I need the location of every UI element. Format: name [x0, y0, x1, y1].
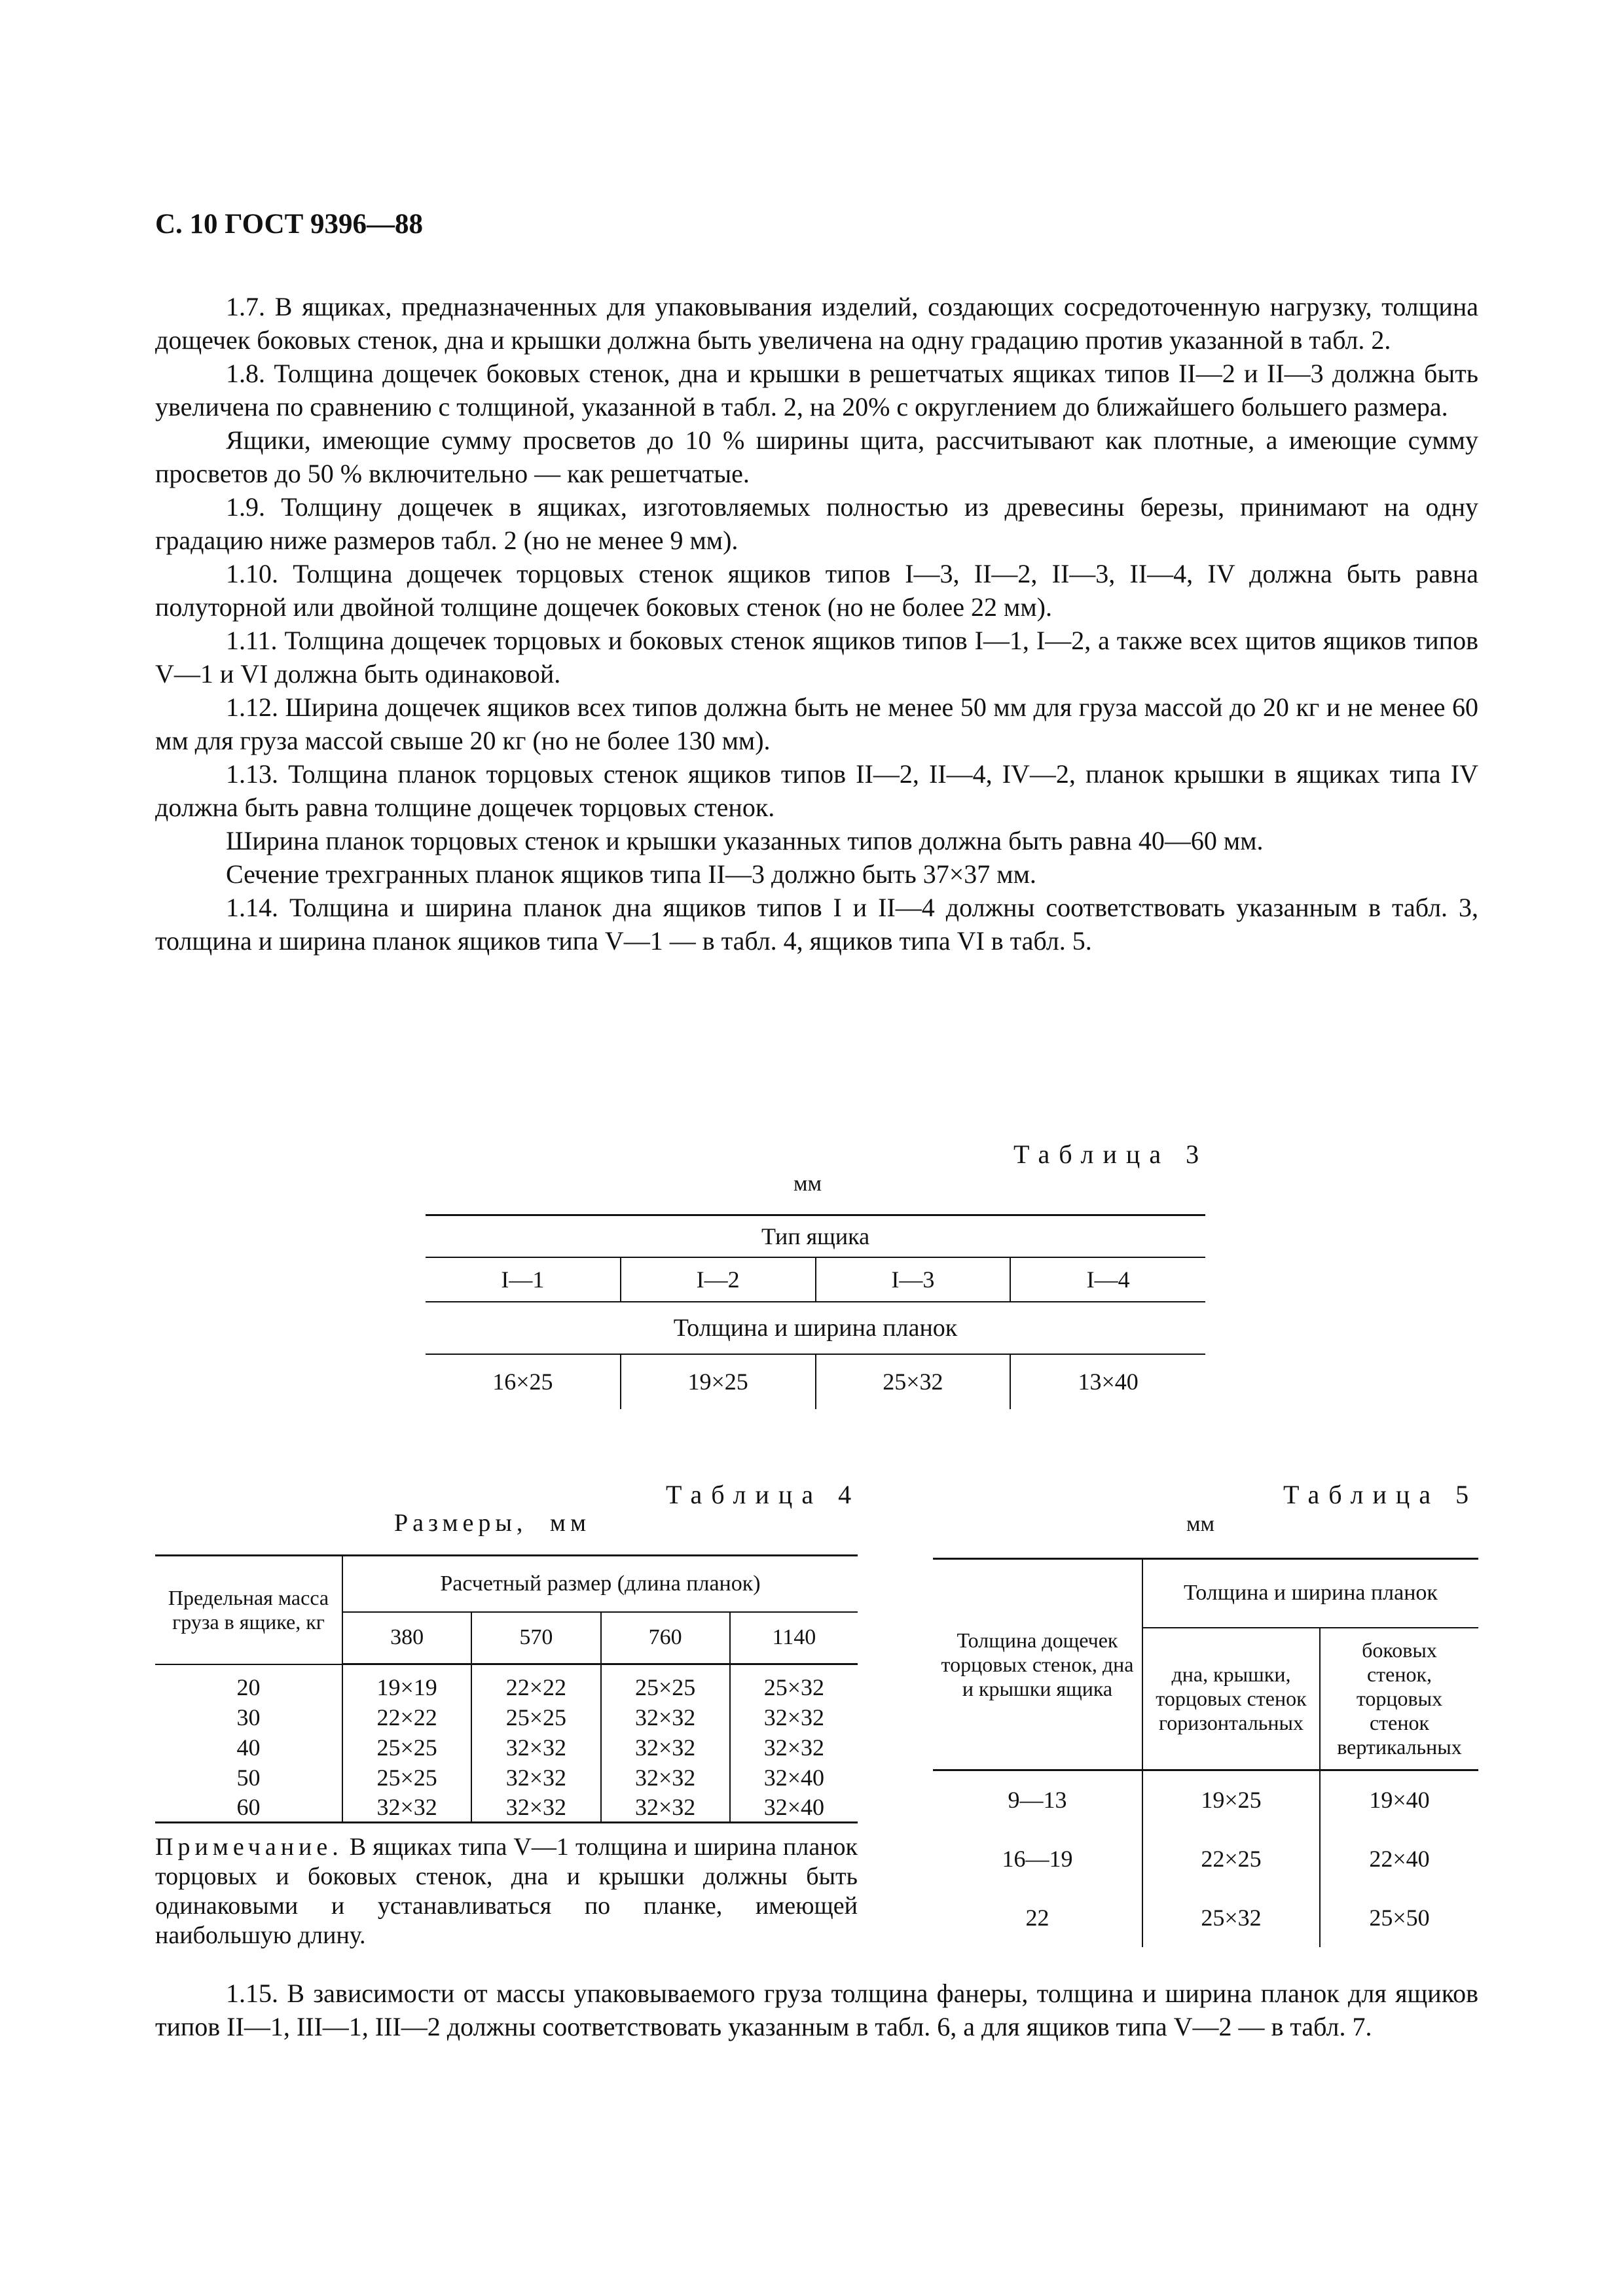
table3-cell: 25×32: [816, 1354, 1011, 1409]
table5-thickness: 22: [933, 1888, 1142, 1947]
table5-row: [933, 1888, 1478, 1947]
table3: [426, 1214, 1205, 1409]
paragraph-1-10: 1.10. Толщина дощечек торцовых стенок ящиков типов I—3, II—2, II—3, II—4, IV должна быть равна полуторной или двойной толщине дощечек боковых стенок (но не более 22 мм).: [155, 559, 1478, 622]
table5-cell: 25×50: [1369, 1904, 1430, 1931]
table4-unit: [394, 1509, 591, 1537]
paragraph-width: Ширина планок торцовых стенок и крышки указанных типов должна быть равна 40—60 мм.: [226, 826, 1264, 855]
table4-mass: 40: [155, 1732, 342, 1763]
table4-mass: 50: [155, 1763, 342, 1793]
table4-cell: 25×25: [471, 1702, 600, 1732]
table5-cell: 25×32: [1142, 1888, 1320, 1947]
table4-col-header: 1140: [730, 1612, 858, 1664]
table4-cell: 32×32: [601, 1702, 730, 1732]
table4-row: [155, 1793, 858, 1823]
table4-col-header: 760: [601, 1612, 730, 1664]
table4-cell: 32×32: [601, 1763, 730, 1793]
table4-cell: 22×22: [342, 1702, 471, 1732]
table4-mass: 60: [155, 1793, 342, 1823]
table4-unit-text: Размеры, мм: [394, 1509, 591, 1537]
table4-cell: 32×32: [471, 1763, 600, 1793]
table5-unit: мм: [1186, 1512, 1215, 1536]
paragraph-1-9: 1.9. Толщину дощечек в ящиках, изготовляемых полностью из древесины березы, принимают на одну градацию ниже размеров табл. 2 (но не менее 9 мм).: [155, 492, 1478, 555]
paragraph-section: Сечение трехгранных планок ящиков типа II—3 должно быть 37×37 мм.: [226, 859, 1036, 889]
table4-cell: 32×40: [763, 1764, 825, 1791]
table4-cell: 32×32: [471, 1793, 600, 1823]
table3-col-header: I—1: [426, 1257, 621, 1302]
body-text: [155, 290, 1478, 958]
paragraph-1-14: 1.14. Толщина и ширина планок дна ящиков типов I и II—4 должны соответствовать указанным в табл. 3, толщина и ширина планок ящиков типа V—1 — в табл. 4, ящиков типа VI в табл. 5.: [155, 893, 1478, 956]
table5-cell: 22×40: [1369, 1845, 1430, 1872]
table3-sub-header: Толщина и ширина планок: [426, 1302, 1205, 1354]
table4-title: Таблица 4: [666, 1480, 861, 1509]
table5-row: [933, 1829, 1478, 1888]
table4-cell: 32×32: [601, 1793, 730, 1823]
table4-row-header: Предельная масса груза в ящике, кг: [155, 1556, 342, 1664]
table4-note: [155, 1833, 858, 1950]
table4-cell: 32×32: [763, 1734, 825, 1761]
table4-row: [155, 1763, 858, 1793]
paragraph-1-8: 1.8. Толщина дощечек боковых стенок, дна и крышки в решетчатых ящиках типов II—2 и II—3 должна быть увеличена по сравнению с толщиной, указанной в табл. 2, на 20% с округлением до ближайшего большего размера.: [155, 359, 1478, 422]
table4-cell: 25×25: [342, 1763, 471, 1793]
paragraph-1-11: 1.11. Толщина дощечек торцовых и боковых стенок ящиков типов I—1, I—2, а также всех щитов ящиков типов V—1 и VI должна быть одинаковой.: [155, 626, 1478, 689]
table4-row: [155, 1702, 858, 1732]
table5: [933, 1558, 1478, 1947]
table4-cell: 32×32: [471, 1732, 600, 1763]
table4-cell: 32×40: [763, 1793, 825, 1820]
table3-unit: мм: [793, 1172, 822, 1196]
table4-cell: 25×25: [342, 1732, 471, 1763]
table5-col-header: боковых стенок, торцовых стенок вертикальных: [1320, 1628, 1478, 1770]
table4-cell: 19×19: [342, 1672, 471, 1702]
table4-cell: 22×22: [471, 1672, 600, 1702]
table3-group-header: Тип ящика: [426, 1215, 1205, 1257]
table5-row: [933, 1770, 1478, 1829]
table5-thickness: 9—13: [933, 1770, 1142, 1829]
paragraph-1-13: 1.13. Толщина планок торцовых стенок ящиков типов II—2, II—4, IV—2, планок крышки в ящиках типа IV должна быть равна толщине дощечек торцовых стенок.: [155, 759, 1478, 822]
table5-row-header: Толщина дощечек торцовых стенок, дна и крышки ящика: [933, 1559, 1142, 1770]
table4-cell: 32×32: [601, 1732, 730, 1763]
table3-col-header: I—4: [1010, 1257, 1205, 1302]
table5-cell: 22×25: [1142, 1829, 1320, 1888]
table3-col-header: I—3: [816, 1257, 1011, 1302]
table4-row: [155, 1732, 858, 1763]
page-header: С. 10 ГОСТ 9396—88: [155, 209, 424, 240]
table4-cell: 32×32: [342, 1793, 471, 1823]
table4-row: [155, 1672, 858, 1702]
table4-note-label: Примечание.: [155, 1833, 343, 1861]
table3-col-header: I—2: [621, 1257, 816, 1302]
table3-title: Таблица 3: [1013, 1139, 1209, 1169]
table3-cell: 13×40: [1078, 1369, 1139, 1395]
table5-title: Таблица 5: [1283, 1480, 1478, 1509]
paragraph-1-15: 1.15. В зависимости от массы упаковываемого груза толщина фанеры, толщина и ширина планок для ящиков типов II—1, III—1, III—2 должны соответствовать указанным в табл. 6, а для ящиков типа V—2 — в табл. 7.: [155, 1979, 1478, 2041]
table4-col-header: 570: [471, 1612, 600, 1664]
table4-group-header: Расчетный размер (длина планок): [342, 1556, 858, 1612]
table5-cell: 19×40: [1369, 1787, 1430, 1814]
table4-mass: 20: [155, 1672, 342, 1702]
table4-cell: 32×32: [763, 1704, 825, 1731]
table5-group-header: Толщина и ширина планок: [1142, 1559, 1478, 1628]
table5-cell: 19×25: [1142, 1770, 1320, 1829]
table5-col-header: дна, крышки, торцовых стенок горизонтальных: [1142, 1628, 1320, 1770]
paragraph-1-7: 1.7. В ящиках, предназначенных для упаковывания изделий, создающих сосредоточенную нагрузку, толщина дощечек боковых стенок, дна и крышки должна быть увеличена на одну градацию против указанной в табл. 2.: [155, 292, 1478, 355]
paragraph-gaps: Ящики, имеющие сумму просветов до 10 % ширины щита, рассчитывают как плотные, а имеющие сумму просветов до 50 % включительно — как решетчатые.: [155, 425, 1478, 488]
paragraph-1-12: 1.12. Ширина дощечек ящиков всех типов должна быть не менее 50 мм для груза массой до 20 кг и не менее 60 мм для груза массой свыше 20 кг (но не более 130 мм).: [155, 692, 1478, 755]
table4-cell: 25×25: [601, 1672, 730, 1702]
table4-col-header: 380: [342, 1612, 471, 1664]
table5-thickness: 16—19: [933, 1829, 1142, 1888]
table4: [155, 1554, 858, 1823]
table4-cell: 25×32: [763, 1674, 825, 1700]
table3-cell: 19×25: [621, 1354, 816, 1409]
table3-cell: 16×25: [426, 1354, 621, 1409]
table4-mass: 30: [155, 1702, 342, 1732]
table4-note-text: В ящиках типа V—1 толщина и ширина планок торцовых и боковых стенок, дна и крышки должны быть одинаковыми и устанавливаться по планке, имеющей наибольшую длину.: [155, 1833, 858, 1949]
